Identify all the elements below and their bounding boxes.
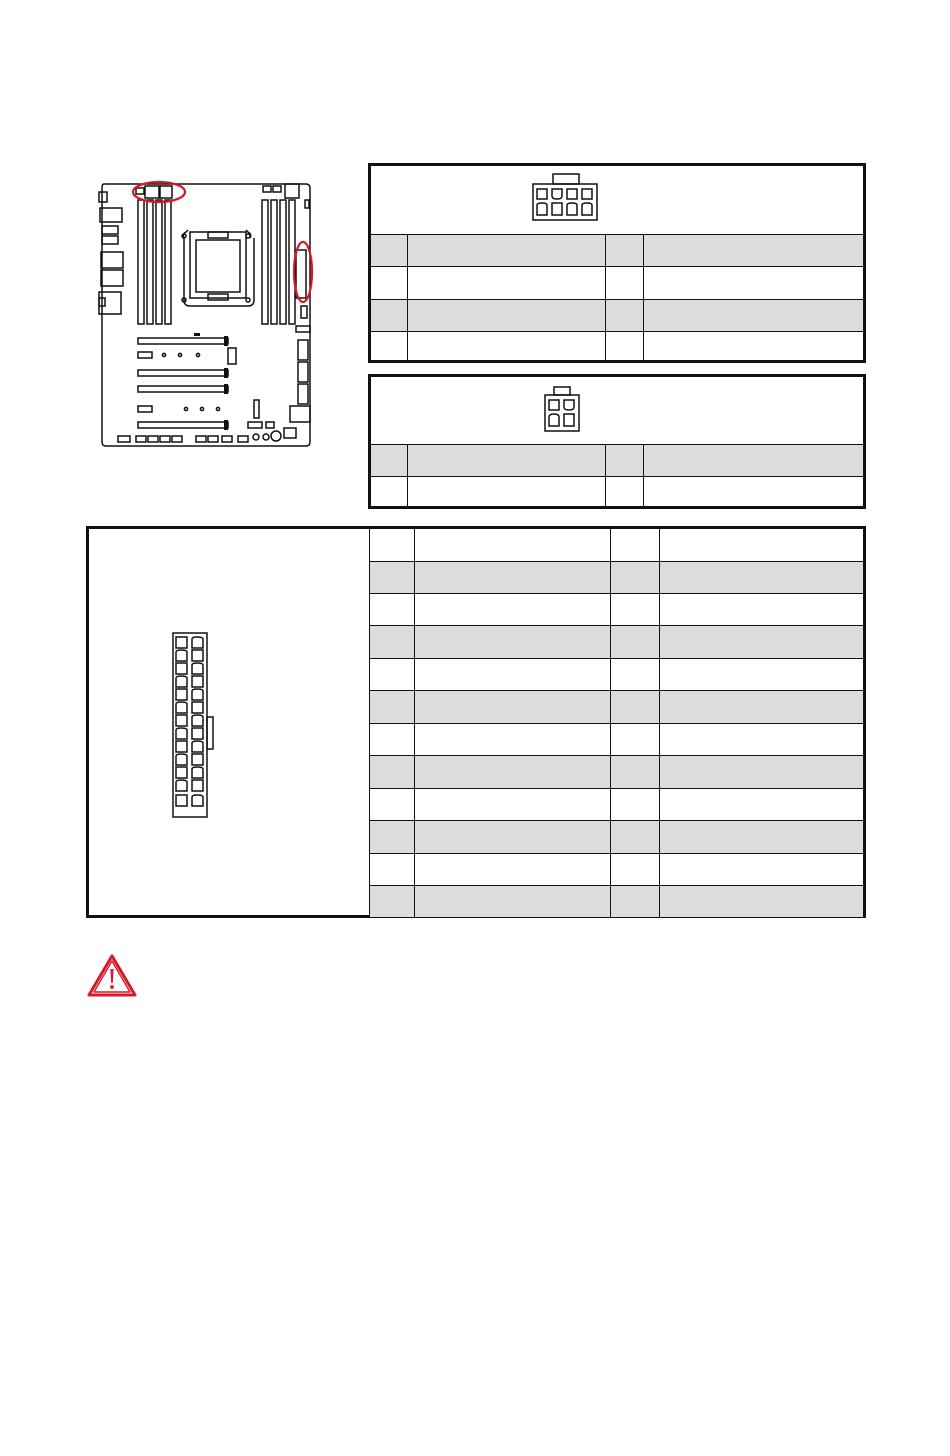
pin-signal	[643, 445, 863, 477]
pin-number	[370, 788, 414, 820]
table-row	[371, 235, 863, 267]
pin-signal	[659, 593, 863, 625]
pin-signal	[643, 300, 863, 332]
table-row	[370, 593, 863, 625]
pin-signal	[414, 820, 610, 853]
pin-number	[371, 477, 407, 507]
pin-number	[605, 300, 643, 332]
pin-number	[370, 853, 414, 885]
table-row	[370, 625, 863, 658]
pin-signal	[414, 723, 610, 755]
pin-signal	[659, 658, 863, 690]
pin-number	[370, 625, 414, 658]
table-row	[371, 267, 863, 300]
pin-number	[605, 477, 643, 507]
table-row	[371, 332, 863, 363]
pin-number	[610, 853, 659, 885]
pin-number	[371, 445, 407, 477]
pin-signal	[659, 755, 863, 788]
table-row	[370, 755, 863, 788]
connector-8pin-header	[371, 166, 863, 234]
table-row	[370, 853, 863, 885]
pin-number	[371, 300, 407, 332]
connector-4pin-table	[368, 374, 866, 509]
pin-number	[610, 529, 659, 561]
pin-number	[610, 788, 659, 820]
pin-signal	[643, 235, 863, 267]
pin-signal	[407, 445, 605, 477]
pin-signal	[414, 788, 610, 820]
pin-number	[610, 690, 659, 723]
pin-number	[605, 267, 643, 300]
pin-signal	[407, 267, 605, 300]
warning-notice	[86, 952, 138, 998]
table-row	[370, 690, 863, 723]
pin-signal	[659, 690, 863, 723]
connector-4pin-pins	[371, 444, 863, 507]
pin-signal	[659, 853, 863, 885]
pin-signal	[414, 690, 610, 723]
pin-signal	[643, 477, 863, 507]
pin-number	[370, 593, 414, 625]
pin-number	[610, 820, 659, 853]
table-row	[370, 658, 863, 690]
pin-number	[371, 235, 407, 267]
motherboard-layout-icon	[98, 178, 314, 450]
pin-number	[605, 445, 643, 477]
pin-signal	[659, 885, 863, 917]
table-row	[370, 788, 863, 820]
pin-number	[610, 885, 659, 917]
pin-number	[610, 625, 659, 658]
motherboard-diagram	[98, 178, 314, 450]
pin-signal	[643, 267, 863, 300]
pin-number	[370, 755, 414, 788]
pin-number	[370, 529, 414, 561]
pin-number	[370, 561, 414, 593]
table-row	[370, 529, 863, 561]
pin-number	[605, 332, 643, 363]
pin-signal	[659, 561, 863, 593]
pin-signal	[414, 529, 610, 561]
pin-number	[605, 235, 643, 267]
pin-number	[371, 332, 407, 363]
pin-signal	[659, 625, 863, 658]
pin-signal	[414, 853, 610, 885]
table-row	[370, 723, 863, 755]
pin-number	[370, 658, 414, 690]
pin-signal	[414, 755, 610, 788]
pin-signal	[414, 885, 610, 917]
pin-signal	[414, 658, 610, 690]
pin-signal	[659, 788, 863, 820]
pin-signal	[659, 723, 863, 755]
connector-4pin-header	[371, 377, 863, 444]
pin-number	[610, 723, 659, 755]
table-row	[371, 445, 863, 477]
pin-number	[610, 593, 659, 625]
pin-signal	[407, 300, 605, 332]
connector-24pin-pin-list	[370, 529, 863, 915]
4-pin-connector-icon	[541, 385, 585, 433]
pin-signal	[659, 529, 863, 561]
pin-signal	[659, 820, 863, 853]
connector-24pin-header	[89, 529, 370, 915]
pin-number	[610, 561, 659, 593]
table-row	[370, 561, 863, 593]
pin-signal	[643, 332, 863, 363]
table-row	[370, 820, 863, 853]
connector-8pin-pins	[371, 234, 863, 363]
connector-24pin-pins	[370, 529, 863, 917]
pin-number	[370, 820, 414, 853]
8-pin-connector-icon	[531, 172, 601, 222]
pin-signal	[407, 235, 605, 267]
table-row	[371, 477, 863, 507]
table-row	[370, 885, 863, 917]
pin-number	[371, 267, 407, 300]
pin-number	[370, 723, 414, 755]
pin-signal	[407, 332, 605, 363]
24-pin-connector-icon	[171, 631, 219, 819]
pin-number	[370, 885, 414, 917]
connector-8pin-table	[368, 163, 866, 363]
table-row	[371, 300, 863, 332]
connector-24pin-table	[86, 526, 866, 918]
pin-number	[610, 755, 659, 788]
pin-signal	[414, 625, 610, 658]
pin-signal	[407, 477, 605, 507]
pin-signal	[414, 593, 610, 625]
pin-number	[610, 658, 659, 690]
pin-number	[370, 690, 414, 723]
pin-signal	[414, 561, 610, 593]
warning-triangle-icon	[86, 952, 138, 998]
